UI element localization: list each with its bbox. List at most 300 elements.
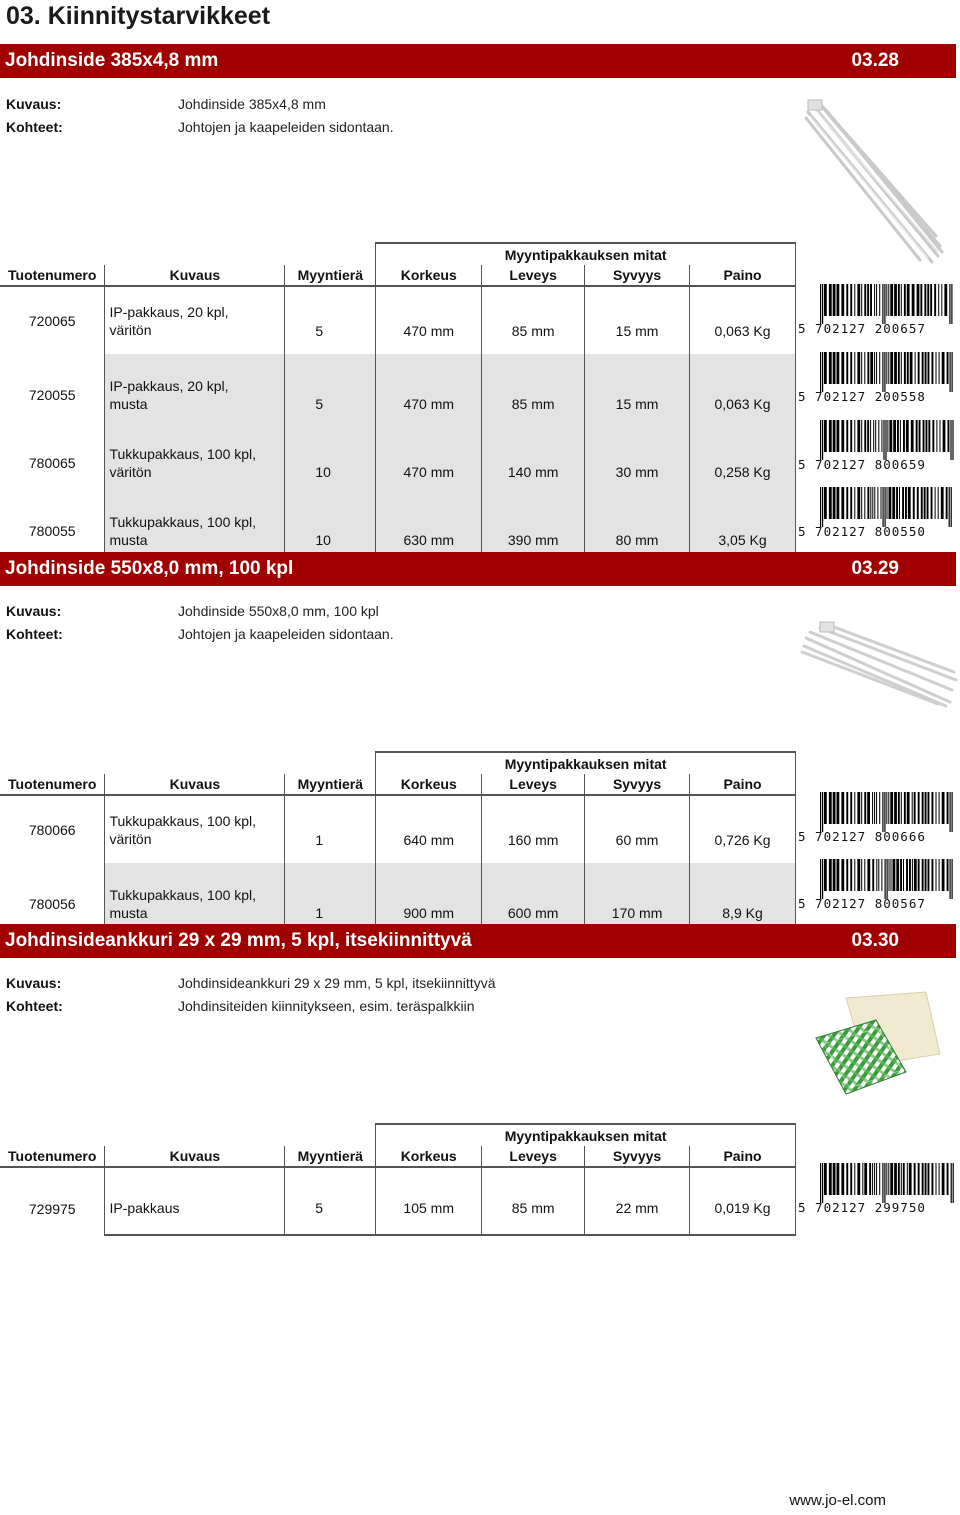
barcode-bar <box>939 859 940 891</box>
barcode-bar <box>890 352 893 384</box>
barcode-bar <box>947 1163 949 1195</box>
row-paino: 8,9 Kg <box>690 863 796 931</box>
barcode-bar <box>867 859 870 891</box>
barcode-bar <box>881 420 882 452</box>
section-code: 03.28 <box>851 50 899 71</box>
kuvaus-value: Johdinside 385x4,8 mm <box>178 96 326 112</box>
barcode-bar <box>938 487 939 519</box>
cable-tie-mount-image <box>806 988 946 1098</box>
barcode-bar <box>897 420 899 452</box>
row-korkeus: 640 mm <box>376 795 482 863</box>
row-desc-line1: IP-pakkaus <box>109 1200 180 1216</box>
barcode-bar <box>870 487 871 519</box>
barcode-bar <box>854 1163 855 1195</box>
row-desc-line1: Tukkupakkaus, 100 kpl, <box>109 886 257 903</box>
barcode-bar <box>883 420 884 460</box>
row-korkeus: 105 mm <box>376 1167 482 1235</box>
barcode-bar <box>918 792 920 824</box>
barcode-bar <box>837 792 840 824</box>
barcode-bar <box>928 859 930 891</box>
barcode-bar <box>926 420 928 452</box>
row-leveys: 140 mm <box>482 422 585 490</box>
barcode-bar <box>824 487 827 519</box>
barcode-bar <box>906 859 908 891</box>
row-paino: 0,019 Kg <box>690 1167 796 1235</box>
barcode-digits: 5 702127 800567 <box>798 896 926 911</box>
barcode-bar <box>822 352 823 392</box>
barcode-bar <box>890 284 893 316</box>
barcode-bar <box>872 487 873 519</box>
row-paino: 0,063 Kg <box>690 286 796 354</box>
barcode-bar <box>885 859 886 899</box>
barcode-bar <box>857 487 860 519</box>
barcode-bar <box>918 859 920 891</box>
barcode-bar <box>882 352 883 392</box>
barcode-bar <box>925 352 927 384</box>
barcode-bar <box>939 1163 940 1195</box>
barcode-bar <box>829 284 832 316</box>
barcode-bar <box>907 352 909 384</box>
barcode-bar <box>854 284 855 316</box>
barcode-bar <box>951 1163 952 1203</box>
barcode-bar <box>841 1163 844 1195</box>
barcode-bar <box>935 487 936 519</box>
kuvaus-label: Kuvaus: <box>6 975 62 991</box>
barcode-bar <box>941 284 942 316</box>
row-tuotenumero: 780056 <box>28 896 76 912</box>
barcode-bar <box>889 420 892 452</box>
barcode-bar <box>829 352 832 384</box>
barcode-bar <box>914 859 917 891</box>
barcode-bar <box>903 1163 905 1195</box>
barcode-bar <box>881 859 882 891</box>
barcode-bar <box>824 1163 827 1195</box>
barcode-bar <box>820 487 821 527</box>
barcode-bar <box>891 859 892 891</box>
barcode-bar <box>857 420 860 452</box>
row-myyntiera: 5 <box>285 1167 376 1235</box>
barcode-bar <box>918 352 920 384</box>
barcode-bar <box>846 487 848 519</box>
barcode-bar <box>936 352 937 384</box>
barcode-bar <box>930 284 932 316</box>
barcode-bar <box>883 487 884 527</box>
barcode-bar <box>829 487 832 519</box>
barcode-bar <box>887 487 888 519</box>
kohteet-value: Johtojen ja kaapeleiden sidontaan. <box>178 119 394 135</box>
barcode-bar <box>824 420 827 452</box>
barcode-bar <box>829 420 832 452</box>
col-leveys: Leveys <box>482 774 585 795</box>
barcode-bar <box>949 284 950 324</box>
barcode-bar <box>846 792 848 824</box>
barcode-bar <box>893 420 896 452</box>
section-title: Johdinsideankkuri 29 x 29 mm, 5 kpl, itsekiinnittyvä <box>5 930 472 951</box>
barcode-bar <box>896 859 899 891</box>
barcode-bar <box>879 352 880 384</box>
row-paino: 0,726 Kg <box>690 795 796 863</box>
row-desc-line2: musta <box>109 531 148 548</box>
barcode-digits: 5 702127 800550 <box>798 524 926 539</box>
barcode-bar <box>917 487 919 519</box>
barcode-bar <box>875 420 876 452</box>
barcode-bar <box>952 420 953 460</box>
barcode-bar <box>922 859 924 891</box>
barcode-bar <box>894 792 897 824</box>
barcode <box>798 352 956 404</box>
kohteet-value: Johdinsiteiden kiinnitykseen, esim. teräspalkkiin <box>178 998 475 1014</box>
barcode-bar <box>949 487 950 527</box>
barcode-bar <box>829 792 832 824</box>
barcode-bar <box>854 487 855 519</box>
barcode-bar <box>932 352 934 384</box>
row-desc-line1: Tukkupakkaus, 100 kpl, <box>109 513 257 530</box>
barcode-bar <box>944 284 947 316</box>
barcode-bar <box>947 352 949 384</box>
barcode-bar <box>952 792 953 832</box>
barcode-bar <box>890 792 893 824</box>
row-korkeus: 630 mm <box>376 490 482 558</box>
barcode-bar <box>841 859 844 891</box>
barcode-bar <box>894 352 897 384</box>
col-kuvaus: Kuvaus <box>105 265 285 286</box>
row-leveys: 160 mm <box>482 795 585 863</box>
barcode-bar <box>907 284 910 316</box>
barcode-bar <box>820 420 821 460</box>
barcode-bar <box>885 420 886 460</box>
barcode-bar <box>941 487 944 519</box>
table-row <box>0 286 796 354</box>
row-korkeus: 470 mm <box>376 286 482 354</box>
barcode-bar <box>948 420 950 452</box>
barcode-bar <box>914 792 916 824</box>
barcode-bar <box>928 420 930 452</box>
barcode-bar <box>824 352 827 384</box>
barcode-bar <box>837 284 840 316</box>
barcode-bar <box>884 352 885 392</box>
kuvaus-value: Johdinside 550x8,0 mm, 100 kpl <box>178 603 379 619</box>
barcode-bar <box>942 1163 945 1195</box>
barcode <box>798 284 956 336</box>
spec-table-0328 <box>0 242 796 559</box>
page-title: 03. Kiinnitystarvikkeet <box>6 2 271 30</box>
row-desc-line2: musta <box>109 904 148 921</box>
row-desc-line1: IP-pakkaus, 20 kpl, <box>109 303 229 320</box>
barcode-bar <box>861 487 862 519</box>
barcode-bar <box>864 487 865 519</box>
barcode-bar <box>877 487 878 519</box>
col-myyntiera: Myyntierä <box>285 265 376 286</box>
barcode-bar <box>833 487 836 519</box>
barcode-bar <box>878 859 879 891</box>
row-tuotenumero: 780066 <box>28 821 76 838</box>
barcode-digits: 5 702127 200657 <box>798 321 926 336</box>
barcode-digits: 5 702127 200558 <box>798 389 926 404</box>
barcode-bar <box>850 1163 852 1195</box>
row-paino: 0,258 Kg <box>690 422 796 490</box>
row-syvyys: 22 mm <box>585 1167 690 1235</box>
barcode-bar <box>876 352 877 384</box>
barcode-bar <box>911 420 914 452</box>
row-myyntiera: 5 <box>285 354 376 422</box>
col-tuotenumero: Tuotenumero <box>0 265 105 286</box>
barcode-bar <box>886 352 887 384</box>
barcode-bar <box>912 284 915 316</box>
barcode-bar <box>862 1163 863 1195</box>
barcode-bar <box>922 1163 924 1195</box>
row-desc-line1: IP-pakkaus, 20 kpl, <box>109 378 229 394</box>
kohteet-label: Kohteet: <box>6 119 63 135</box>
barcode-bar <box>874 1163 875 1195</box>
barcode-bar <box>870 420 871 452</box>
barcode-bar <box>850 352 852 384</box>
barcode-bar <box>841 487 844 519</box>
barcode-bar <box>882 1163 883 1203</box>
barcode-bar <box>878 420 879 452</box>
section-code: 03.30 <box>851 930 899 951</box>
group-header: Myyntipakkauksen mitat <box>376 243 796 265</box>
kuvaus-value: Johdinsideankkuri 29 x 29 mm, 5 kpl, itsekiinnittyvä <box>178 975 496 991</box>
row-leveys: 390 mm <box>482 490 585 558</box>
barcode-bar <box>953 1163 954 1203</box>
barcode-bar <box>946 487 948 519</box>
barcode-bar <box>901 352 902 384</box>
barcode-bar <box>921 487 923 519</box>
section-header <box>0 552 956 586</box>
table-row <box>0 795 796 863</box>
barcode-bar <box>874 792 875 824</box>
barcode-bar <box>904 352 906 384</box>
barcode-bar <box>841 792 844 824</box>
barcode-bar <box>947 859 949 891</box>
barcode-bar <box>936 859 937 891</box>
barcode-bar <box>903 420 905 452</box>
kohteet-value: Johtojen ja kaapeleiden sidontaan. <box>178 626 394 642</box>
barcode-bar <box>896 487 898 519</box>
table-row <box>0 422 796 490</box>
barcode-bar <box>952 859 953 899</box>
row-syvyys: 60 mm <box>585 795 690 863</box>
row-myyntiera: 10 <box>285 422 376 490</box>
barcode-bar <box>947 792 949 824</box>
barcode-bar <box>915 352 916 384</box>
col-kuvaus: Kuvaus <box>105 774 285 795</box>
row-syvyys: 170 mm <box>585 863 690 931</box>
barcode-bar <box>887 420 888 452</box>
footer-url[interactable]: www.jo-el.com <box>789 1492 886 1509</box>
section-title: Johdinside 550x8,0 mm, 100 kpl <box>5 558 294 579</box>
barcode-bar <box>837 1163 840 1195</box>
barcode-bar <box>904 284 906 316</box>
col-korkeus: Korkeus <box>376 265 482 286</box>
barcode-bar <box>884 284 885 324</box>
col-kuvaus: Kuvaus <box>105 1146 285 1167</box>
barcode-bar <box>904 792 906 824</box>
barcode-bar <box>846 352 848 384</box>
barcode-bar <box>939 792 940 824</box>
barcode-bar <box>916 420 918 452</box>
barcode-bar <box>951 284 952 324</box>
barcode-bar <box>869 1163 871 1195</box>
barcode-bar <box>942 792 945 824</box>
barcode-bar <box>857 1163 860 1195</box>
row-desc-line2: väritön <box>109 464 152 480</box>
barcode-bar <box>867 420 869 452</box>
barcode-bar <box>890 1163 893 1195</box>
barcode-bar <box>876 792 877 824</box>
table-row <box>0 863 796 931</box>
barcode-bar <box>888 792 889 824</box>
barcode <box>798 1163 956 1215</box>
barcode-bar <box>886 284 887 316</box>
barcode-bar <box>864 420 866 452</box>
barcode-bar <box>889 859 890 891</box>
section-header <box>0 924 956 958</box>
barcode-bar <box>874 487 875 519</box>
col-myyntiera: Myyntierä <box>285 774 376 795</box>
barcode-bar <box>846 420 848 452</box>
barcode-bar <box>884 1163 885 1203</box>
row-desc-line2: musta <box>109 396 148 412</box>
barcode-bar <box>910 352 913 384</box>
barcode-bar <box>917 284 920 316</box>
barcode-bar <box>867 352 869 384</box>
barcode-bar <box>867 792 870 824</box>
barcode-bar <box>928 352 930 384</box>
barcode-bar <box>902 487 904 519</box>
barcode-bar <box>850 859 852 891</box>
barcode-bar <box>925 859 927 891</box>
barcode-bar <box>872 1163 873 1195</box>
barcode <box>798 792 956 844</box>
barcode-bar <box>898 284 900 316</box>
barcode-bar <box>951 487 952 527</box>
barcode-bar <box>833 859 836 891</box>
barcode-bar <box>898 352 900 384</box>
barcode-bar <box>882 284 883 324</box>
barcode-bar <box>864 1163 867 1195</box>
barcode-bar <box>923 420 925 452</box>
barcode-bar <box>922 352 924 384</box>
row-myyntiera: 5 <box>285 286 376 354</box>
barcode-bar <box>952 352 953 392</box>
barcode-bar <box>861 859 862 891</box>
barcode-bar <box>861 420 862 452</box>
barcode-bar <box>873 420 874 452</box>
barcode-bar <box>857 284 860 316</box>
row-desc-line1: Tukkupakkaus, 100 kpl, <box>109 446 257 462</box>
barcode-bar <box>876 1163 877 1195</box>
barcode-bar <box>918 1163 920 1195</box>
barcode-bar <box>861 352 862 384</box>
barcode-bar <box>833 284 836 316</box>
cable-ties-image <box>800 618 958 708</box>
barcode-bar <box>887 859 888 899</box>
barcode-bar <box>864 792 866 824</box>
barcode-bar <box>939 352 940 384</box>
barcode-bar <box>932 859 934 891</box>
barcode-bar <box>864 859 865 891</box>
barcode-bar <box>837 859 840 891</box>
col-korkeus: Korkeus <box>376 774 482 795</box>
barcode-bar <box>913 487 915 519</box>
barcode-bar <box>886 792 887 824</box>
col-leveys: Leveys <box>482 1146 585 1167</box>
row-myyntiera: 1 <box>285 863 376 931</box>
barcode-digits: 5 702127 800666 <box>798 829 926 844</box>
row-korkeus: 900 mm <box>376 863 482 931</box>
barcode-bar <box>870 352 873 384</box>
col-myyntiera: Myyntierä <box>285 1146 376 1167</box>
barcode-bar <box>820 352 821 392</box>
barcode-bar <box>872 859 874 891</box>
barcode-bar <box>833 352 836 384</box>
barcode-bar <box>912 859 913 891</box>
row-tuotenumero: 729975 <box>28 1200 76 1217</box>
barcode-bar <box>820 792 821 832</box>
barcode-bar <box>950 859 951 899</box>
barcode-bar <box>867 487 869 519</box>
row-myyntiera: 1 <box>285 795 376 863</box>
barcode-bar <box>950 352 951 392</box>
row-paino: 0,063 Kg <box>690 354 796 422</box>
row-leveys: 85 mm <box>482 354 585 422</box>
barcode-bar <box>906 420 909 452</box>
row-syvyys: 15 mm <box>585 286 690 354</box>
barcode-bar <box>841 352 844 384</box>
barcode-bar <box>898 792 900 824</box>
barcode-bar <box>950 420 951 460</box>
barcode-bar <box>846 284 848 316</box>
barcode-bar <box>909 859 911 891</box>
barcode-bar <box>899 487 900 519</box>
barcode-bar <box>908 487 911 519</box>
row-tuotenumero: 780065 <box>28 455 76 471</box>
barcode-bar <box>854 859 855 891</box>
barcode-bar <box>822 487 823 527</box>
barcode-bar <box>867 284 869 316</box>
barcode-bar <box>885 487 886 527</box>
barcode-bar <box>909 1163 912 1195</box>
barcode-bar <box>925 1163 927 1195</box>
barcode-bar <box>905 487 907 519</box>
barcode-bar <box>932 420 934 452</box>
col-leveys: Leveys <box>482 265 585 286</box>
barcode-bar <box>841 284 844 316</box>
barcode-bar <box>837 352 840 384</box>
barcode-bar <box>907 1163 908 1195</box>
barcode-bar <box>850 792 852 824</box>
barcode-bar <box>879 1163 880 1195</box>
barcode-bar <box>928 1163 930 1195</box>
barcode-bar <box>857 792 860 824</box>
barcode-bar <box>833 792 836 824</box>
barcode-bar <box>900 420 901 452</box>
barcode-bar <box>822 284 823 324</box>
barcode-bar <box>912 792 913 824</box>
barcode-bar <box>833 420 836 452</box>
barcode-bar <box>925 792 927 824</box>
barcode-bar <box>886 1163 887 1195</box>
barcode <box>798 487 956 539</box>
spec-table-0330 <box>0 1123 796 1236</box>
barcode-bar <box>940 420 941 452</box>
barcode-bar <box>822 859 823 899</box>
barcode-bar <box>829 859 832 891</box>
barcode-bar <box>892 487 895 519</box>
barcode-bar <box>876 859 877 891</box>
barcode-bar <box>894 284 897 316</box>
